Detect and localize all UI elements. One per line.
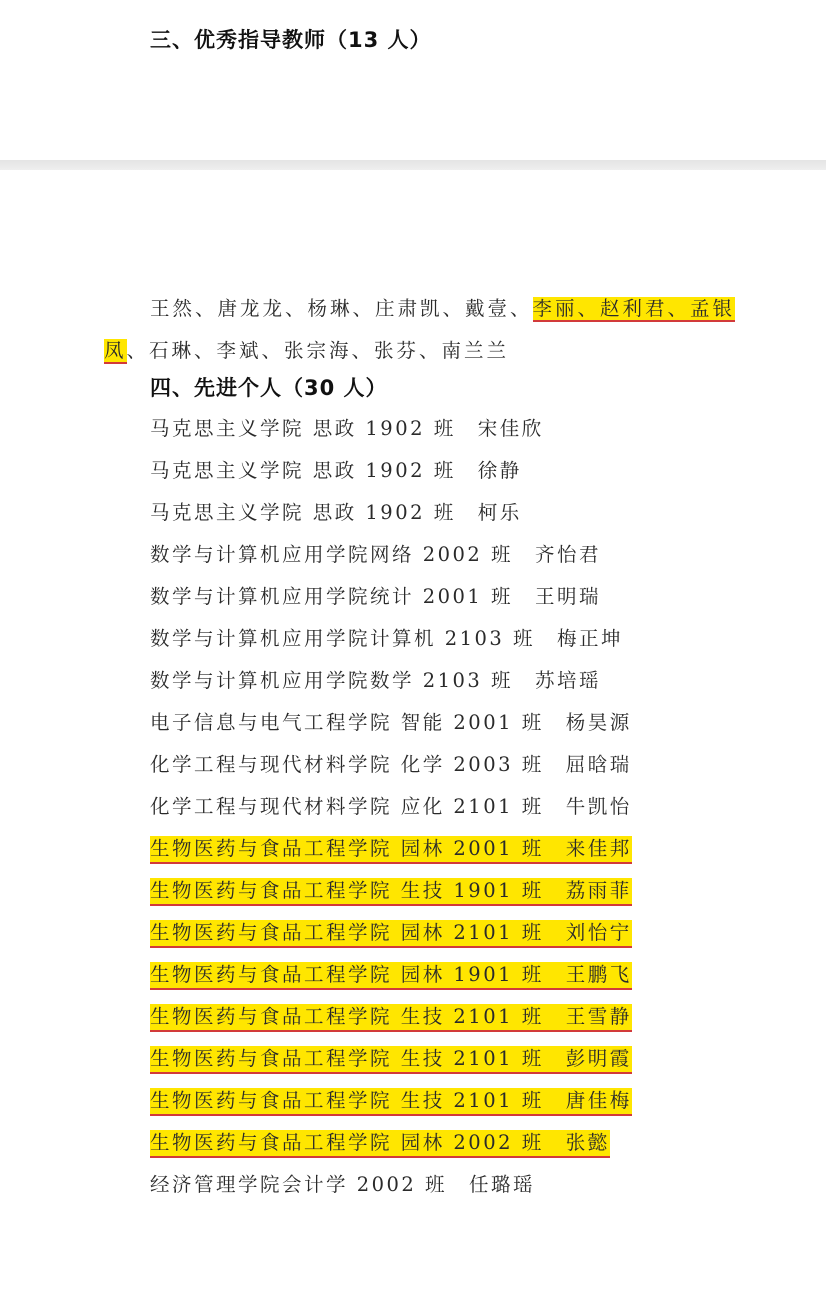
list-item [150,912,632,954]
document-page-top [0,0,826,160]
list-item-text-highlighted: 生物医药与食品工程学院 园林 2002 班 张懿 [150,1130,610,1158]
list-item [150,408,632,450]
list-item-text: 数学与计算机应用学院统计 2001 班 王明瑞 [150,585,602,608]
teacher-names-line-2 [104,330,744,372]
list-item-text-highlighted: 生物医药与食品工程学院 生技 2101 班 王雪静 [150,1004,632,1032]
list-item-text: 数学与计算机应用学院网络 2002 班 齐怡君 [150,543,602,566]
list-item-text: 化学工程与现代材料学院 化学 2003 班 屈晗瑞 [150,753,632,776]
list-item [150,744,632,786]
list-item-text: 化学工程与现代材料学院 应化 2101 班 牛凯怡 [150,795,632,818]
list-item [150,1038,632,1080]
list-item [150,954,632,996]
list-item-text: 马克思主义学院 思政 1902 班 柯乐 [150,501,522,524]
list-item [150,618,632,660]
list-item-text-highlighted: 生物医药与食品工程学院 园林 2101 班 刘怡宁 [150,920,632,948]
teacher-names-paragraph [104,288,744,372]
teacher-names-plain: 、石琳、李斌、张宗海、张芬、南兰兰 [126,339,510,362]
section-heading-advanced-individuals: 四、先进个人（30 人） [150,376,388,400]
list-item [150,828,632,870]
list-item-text: 电子信息与电气工程学院 智能 2001 班 杨昊源 [150,711,632,734]
list-item-text: 数学与计算机应用学院数学 2103 班 苏培瑶 [150,669,602,692]
list-item [150,576,632,618]
list-item [150,534,632,576]
list-item [150,1080,632,1122]
list-item-text: 经济管理学院会计学 2002 班 任璐瑶 [150,1173,536,1196]
list-item [150,870,632,912]
list-item [150,492,632,534]
list-item-text-highlighted: 生物医药与食品工程学院 园林 2001 班 来佳邦 [150,836,632,864]
list-item-text-highlighted: 生物医药与食品工程学院 生技 1901 班 荔雨菲 [150,878,632,906]
list-item [150,450,632,492]
teacher-names-highlighted: 凤 [104,339,127,362]
teacher-names-highlighted: 李丽、赵利君、孟银 [532,297,736,320]
advanced-individuals-list [150,408,632,1206]
list-item [150,1164,632,1206]
list-item-text: 马克思主义学院 思政 1902 班 徐静 [150,459,522,482]
list-item [150,1122,632,1164]
list-item [150,702,632,744]
page-separator [0,160,826,170]
list-item-text: 马克思主义学院 思政 1902 班 宋佳欣 [150,417,544,440]
list-item-text-highlighted: 生物医药与食品工程学院 园林 1901 班 王鹏飞 [150,962,632,990]
section-heading-outstanding-teachers: 三、优秀指导教师（13 人） [150,28,432,52]
list-item-text: 数学与计算机应用学院计算机 2103 班 梅正坤 [150,627,624,650]
list-item [150,786,632,828]
list-item-text-highlighted: 生物医药与食品工程学院 生技 2101 班 彭明霞 [150,1046,632,1074]
teacher-names-line-1 [104,288,744,330]
list-item [150,996,632,1038]
list-item [150,660,632,702]
list-item-text-highlighted: 生物医药与食品工程学院 生技 2101 班 唐佳梅 [150,1088,632,1116]
teacher-names-plain: 王然、唐龙龙、杨琳、庄肃凯、戴壹、 [150,297,533,320]
